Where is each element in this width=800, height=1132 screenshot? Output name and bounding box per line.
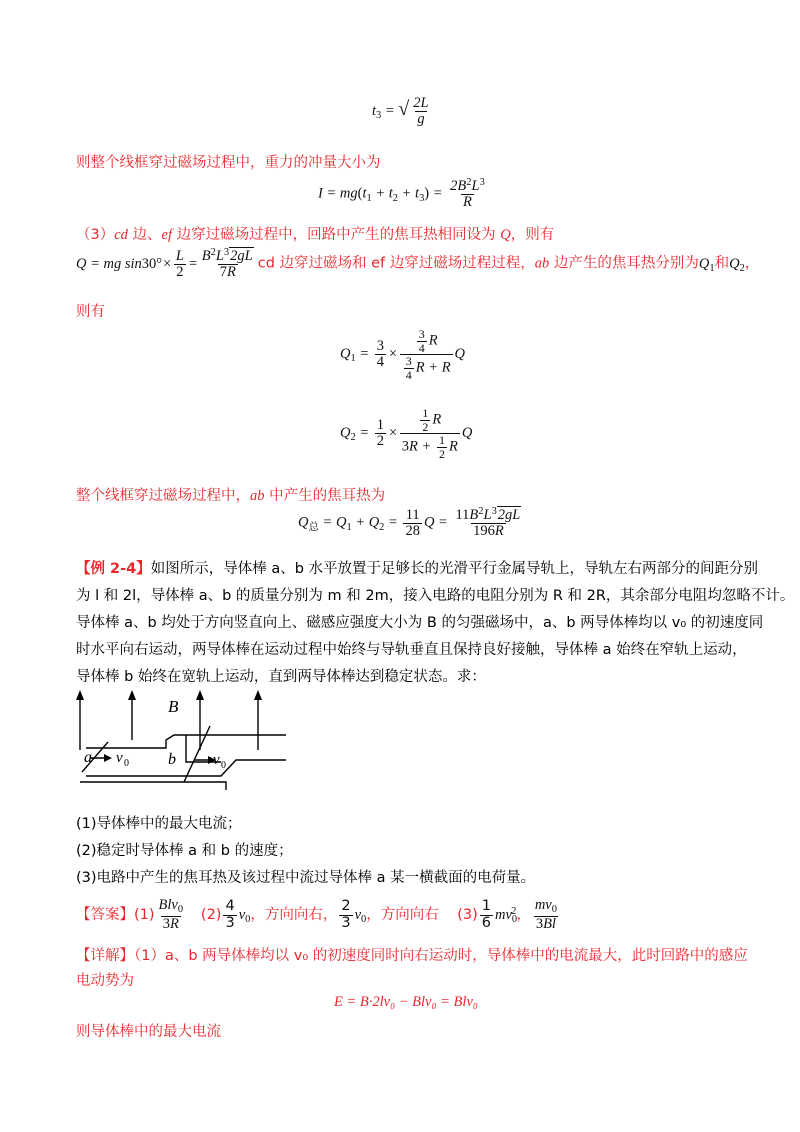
example-line-2: 为 l 和 2l，导体棒 a、b 的质量分别为 m 和 2m，接入电路的电阻分别为 R 和 2R，其余部分电阻均忽略不计。 xyxy=(76,588,795,604)
velocity-label-b: v xyxy=(213,752,220,768)
comma-text: ， xyxy=(744,255,760,272)
formula-t3: $t_3$ = √ $\frac{2L}{g}$ xyxy=(372,95,429,128)
part3-number: （3） xyxy=(76,227,115,243)
bottom-rail-left xyxy=(80,782,226,790)
and-text: 和 xyxy=(714,255,730,272)
q-label: Q xyxy=(500,227,511,243)
part3-lead xyxy=(76,223,554,244)
field-arrow-2 xyxy=(128,690,136,700)
answer-dir2: ，方向向右 xyxy=(366,907,439,924)
formula-q-line: Q = mg sin30°× $\frac{L}{2}$ = $\frac{B^2L^32gL}{7R}$ cd 边穿过磁场和 ef 边穿过磁场过程过程，ab 边产生的焦耳热分别为$Q_1$和$Q_2$， xyxy=(76,247,760,281)
formula-q1: $Q_1$ = $\frac{3}{4}$ × $\frac{3}{4}$ R $\frac{3}{4}$ R + R Q xyxy=(340,327,466,382)
q-desc-b: 边产生的焦耳热分别为 xyxy=(549,255,699,272)
example-line-3: 导体棒 a、b 均处于方向竖直向上、磁感应强度大小为 B 的匀强磁场中，a、b 两导体棒均以 v₀ 的初速度同 xyxy=(76,615,764,631)
detail-equation: E = B·2lv₀ − Blv₀ = Blv₀ xyxy=(334,994,478,1010)
cd-label: cd xyxy=(114,227,128,243)
example-label: 【例 2-4】 xyxy=(76,561,151,577)
gravity-impulse-intro: 则整个线框穿过磁场过程中，重力的冲量大小为 xyxy=(76,155,381,171)
answer-dir1: ，方向向右， xyxy=(250,907,338,924)
rod-label-b: b xyxy=(168,751,176,768)
field-label-b: B xyxy=(168,697,179,716)
detail-line-2: 电动势为 xyxy=(76,973,134,989)
total-intro-b: 中产生的焦耳热为 xyxy=(264,488,386,504)
detail-line-3: 则导体棒中的最大电流 xyxy=(76,1024,221,1040)
velocity-sub-a: 0 xyxy=(124,758,129,769)
velocity-sub-b: 0 xyxy=(221,760,226,771)
answer-n3: (3) xyxy=(457,907,478,924)
field-arrow-3 xyxy=(196,690,204,700)
answer-label: 【答案】 xyxy=(76,907,134,924)
lead-text: 边穿过磁场过程中，回路中产生的焦耳热相同设为 xyxy=(172,227,501,243)
question-3: (3)电路中产生的焦耳热及该过程中流过导体棒 a 某一横截面的电荷量。 xyxy=(76,870,536,886)
ef-label: ef xyxy=(161,227,172,243)
answer-sep: ， xyxy=(516,907,531,924)
total-ab-label: ab xyxy=(250,488,265,504)
example-line-5: 导体棒 b 始终在宽轨上运动，直到两导体棒达到稳定状态。求： xyxy=(76,669,486,685)
formula-q2: $Q_2$ = $\frac{1}{2}$ × $\frac{1}{2}$ R 3R + $\frac{1}{2}$ R Q xyxy=(340,406,473,461)
rod-label-a: a xyxy=(84,749,92,766)
answer-n1: (1) xyxy=(134,907,155,924)
answer-line: 【答案】(1) $\frac{Blv_0}{3R}$ (2) $\frac{4}{3}$ $v_0$，方向向右， $\frac{2}{3}$ $v_0$，方向向右 (3) $\frac{1}{6}$ $mv_0^2$， $\frac{mv_0}{3Bl}$ xyxy=(76,897,557,933)
total-heat-intro xyxy=(76,484,385,505)
ab-label: ab xyxy=(534,255,550,272)
velocity-label-a: v xyxy=(116,750,123,766)
then-text: 则有 xyxy=(76,304,105,320)
answer-n2: (2) xyxy=(200,907,222,924)
sep-text: 边、 xyxy=(127,227,162,243)
lead-end: ，则有 xyxy=(510,227,555,243)
detail-line-1 xyxy=(76,944,748,965)
velocity-arrow-a xyxy=(104,754,112,762)
formula-q-total: $Q_总 = Q_1 + Q_2$ = $\frac{11}{28}$ Q = $\frac{11B^2L^32gL}{196R}$ xyxy=(298,506,521,540)
question-2: (2)稳定时导体棒 a 和 b 的速度； xyxy=(76,843,293,859)
rail-diagram xyxy=(76,690,296,790)
example-line-1 xyxy=(76,557,758,578)
q-desc: cd 边穿过磁场和 ef 边穿过磁场过程过程， xyxy=(257,255,535,272)
detail-text-1: （1）a、b 两导体棒均以 v₀ 的初速度同时向右运动时，导体棒中的电流最大，此时回路中的感应 xyxy=(134,948,748,964)
field-arrow-1 xyxy=(76,690,84,700)
formula-impulse: $I = mg(t_1 + t_2 + t_3)$ = $\frac{2B^2L^3}{R}$ xyxy=(318,177,485,211)
example-line-4: 时水平向右运动，两导体棒在运动过程中始终与导轨垂直且保持良好接触，导体棒 a 始终在窄轨上运动， xyxy=(76,642,747,658)
detail-label: 【详解】 xyxy=(76,948,134,964)
example-text-1: 如图所示，导体棒 a、b 水平放置于足够长的光滑平行金属导轨上，导轨左右两部分的间距分别 xyxy=(150,561,759,577)
question-1: (1)导体棒中的最大电流； xyxy=(76,816,242,832)
field-arrow-4 xyxy=(254,690,262,700)
total-intro-a: 整个线框穿过磁场过程中， xyxy=(76,488,250,504)
